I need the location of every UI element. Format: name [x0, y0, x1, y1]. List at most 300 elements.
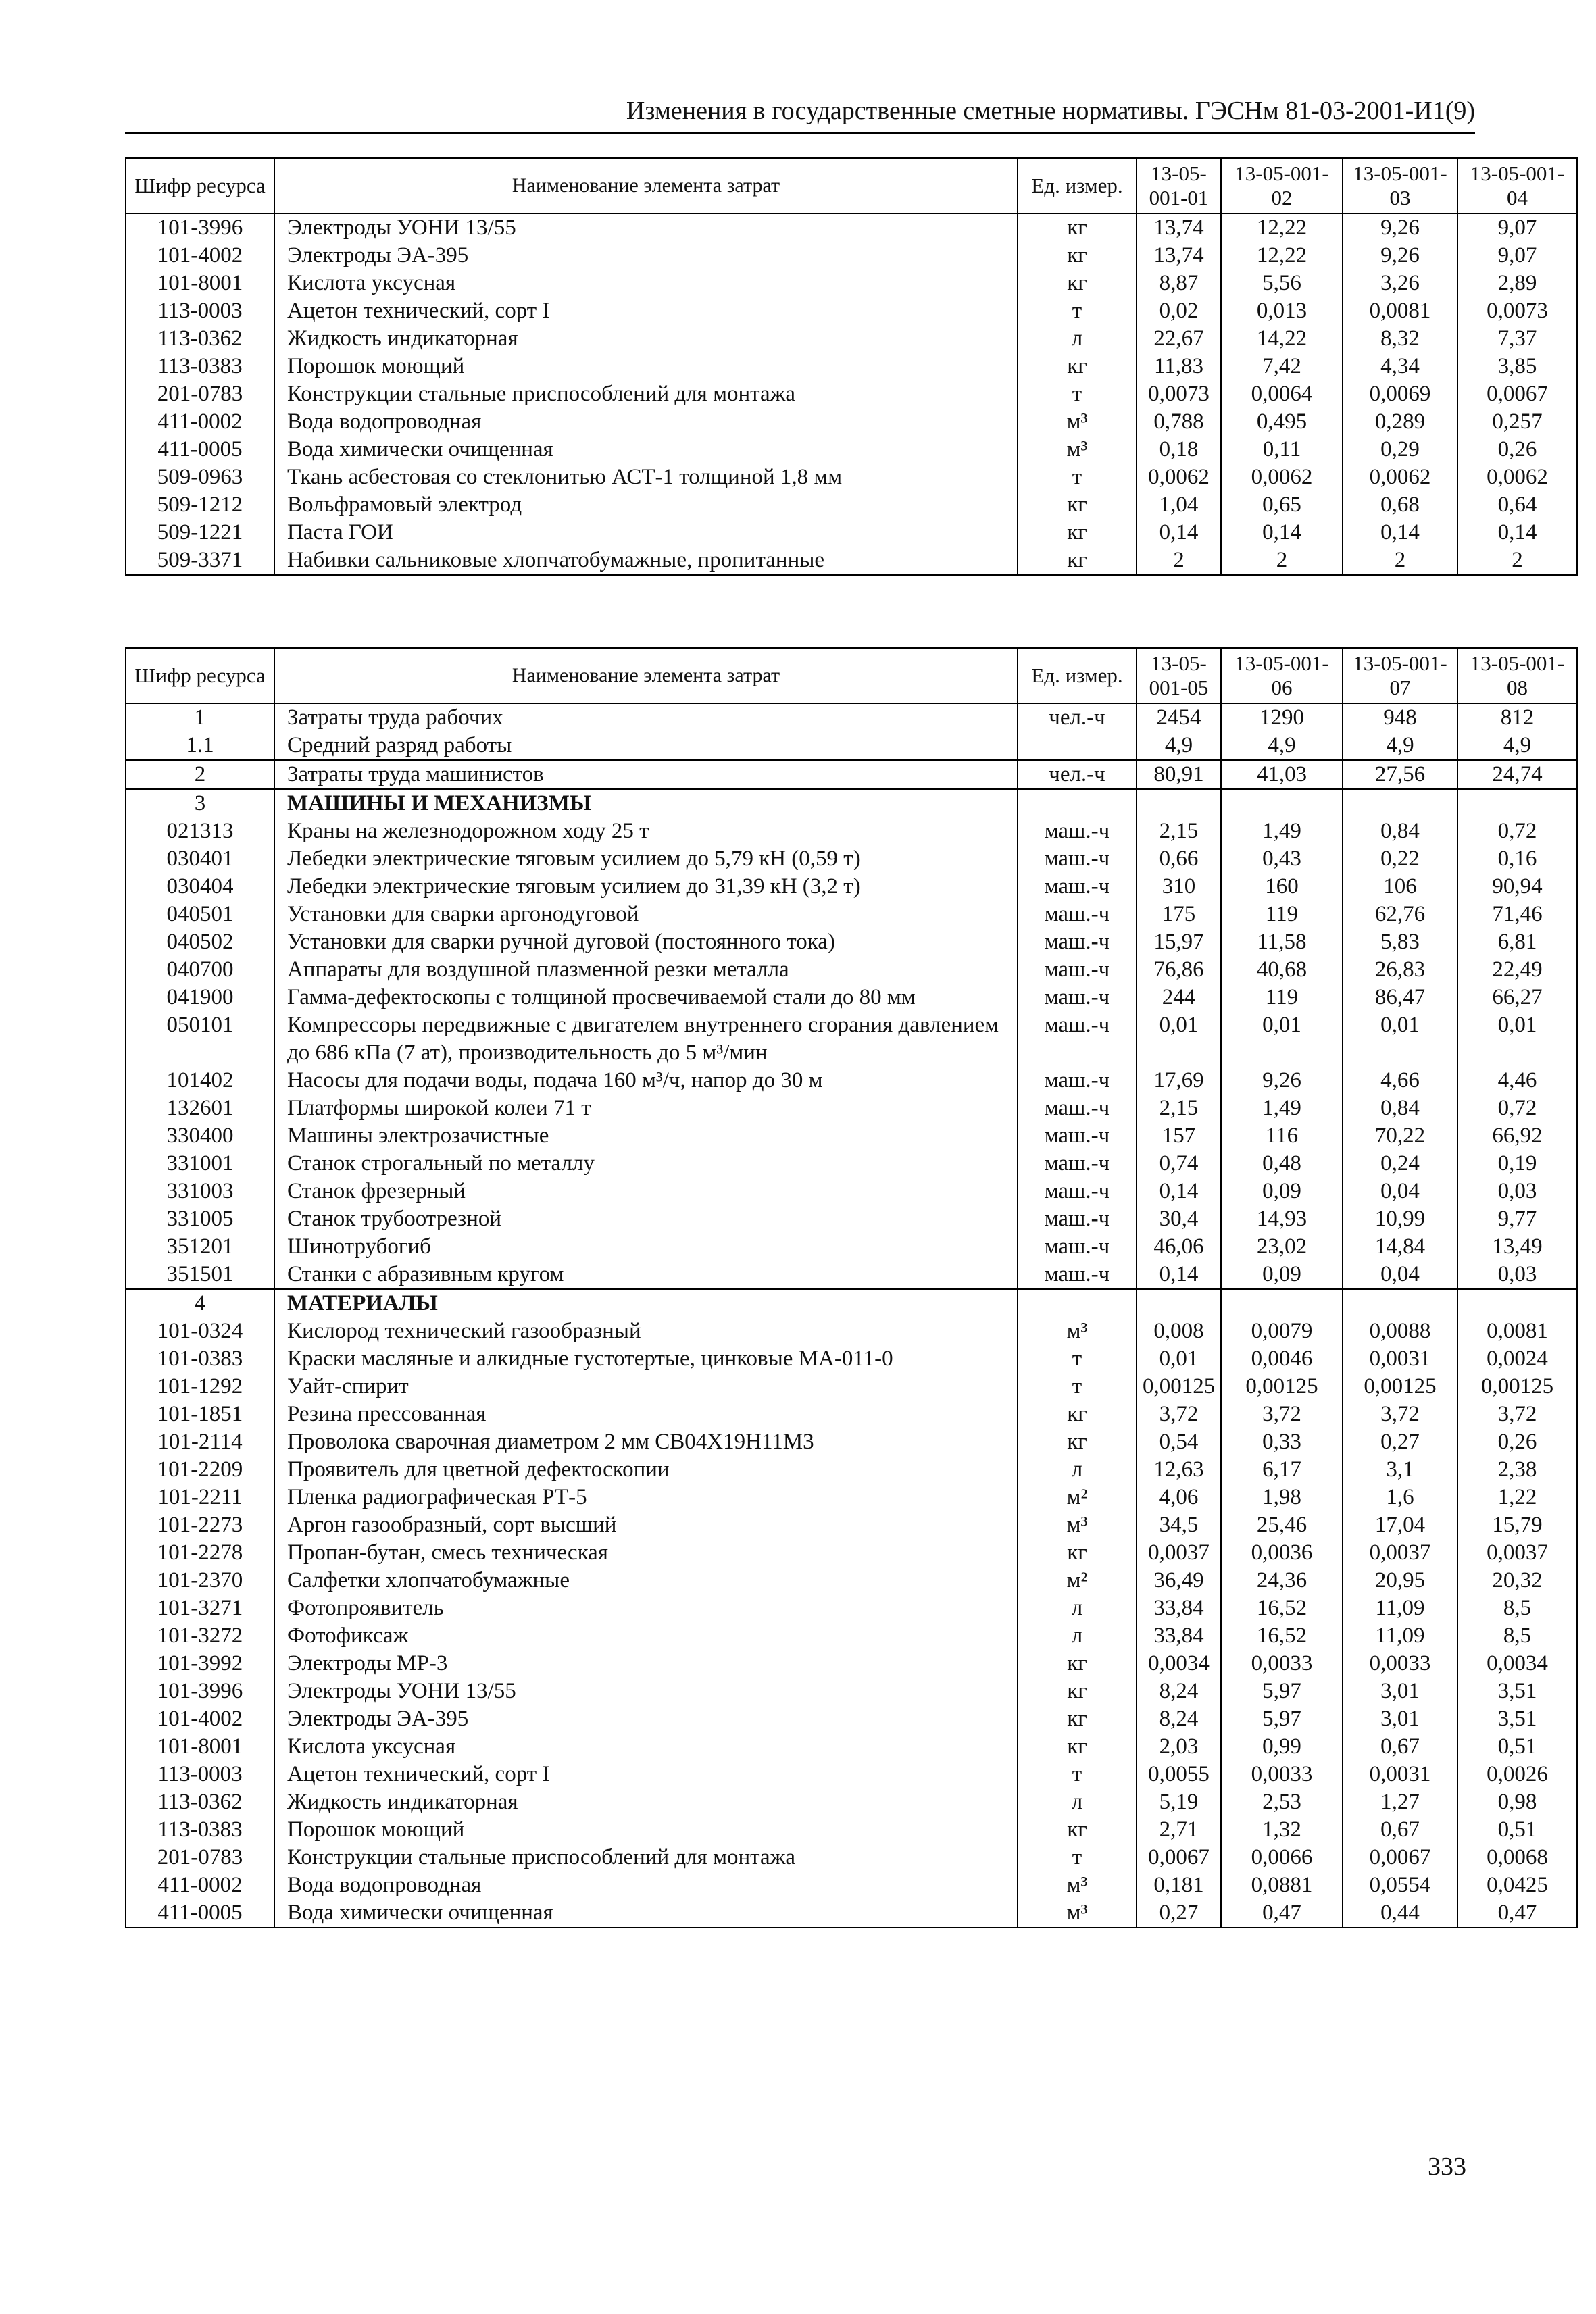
value-cell: 90,94	[1457, 873, 1577, 901]
value-cell: 0,0425	[1457, 1871, 1577, 1899]
name-cell: Краски масляные и алкидные густотертые, цинковые МА-011-0	[274, 1345, 1018, 1373]
table-row	[126, 818, 1577, 845]
value-cell: 36,49	[1137, 1567, 1221, 1594]
value-cell: 1,27	[1343, 1788, 1457, 1816]
unit-cell: кг	[1018, 519, 1137, 547]
value-cell: 0,257	[1457, 408, 1577, 436]
value-cell: 0,99	[1221, 1733, 1343, 1761]
table-row	[126, 1539, 1577, 1567]
unit-cell: т	[1018, 1844, 1137, 1871]
value-cell: 0,16	[1457, 845, 1577, 873]
name-cell: Установки для сварки аргонодуговой	[274, 901, 1018, 928]
unit-cell	[1018, 789, 1137, 818]
table-row	[126, 1456, 1577, 1484]
name-cell: Станок фрезерный	[274, 1178, 1018, 1205]
value-cell: 119	[1221, 984, 1343, 1011]
name-cell: Лебедки электрические тяговым усилием до 5,79 кН (0,59 т)	[274, 845, 1018, 873]
code-cell: 101-4002	[126, 1705, 274, 1733]
value-cell: 4,9	[1343, 732, 1457, 760]
value-cell: 17,04	[1343, 1511, 1457, 1539]
value-cell: 0,0062	[1137, 463, 1221, 491]
table-row	[126, 1261, 1577, 1289]
unit-cell: маш.-ч	[1018, 1178, 1137, 1205]
value-cell: 3,51	[1457, 1705, 1577, 1733]
name-cell: Жидкость индикаторная	[274, 1788, 1018, 1816]
resource-table-2	[125, 647, 1578, 1928]
value-cell: 0,19	[1457, 1150, 1577, 1178]
table-row	[126, 1345, 1577, 1373]
unit-cell	[1018, 732, 1137, 760]
value-cell: 0,00125	[1343, 1373, 1457, 1401]
value-cell: 7,42	[1221, 353, 1343, 380]
value-cell: 2,03	[1137, 1733, 1221, 1761]
value-cell: 1,04	[1137, 491, 1221, 519]
unit-cell: кг	[1018, 213, 1137, 242]
code-cell: 509-1212	[126, 491, 274, 519]
value-cell: 13,49	[1457, 1233, 1577, 1261]
value-cell: 16,52	[1221, 1622, 1343, 1650]
value-cell: 2,89	[1457, 270, 1577, 297]
unit-cell: маш.-ч	[1018, 1150, 1137, 1178]
table-row	[126, 1733, 1577, 1761]
value-cell: 310	[1137, 873, 1221, 901]
code-cell: 101-8001	[126, 1733, 274, 1761]
table-row	[126, 1484, 1577, 1511]
value-cell: 3,72	[1457, 1401, 1577, 1428]
value-cell: 9,07	[1457, 213, 1577, 242]
code-cell: 021313	[126, 818, 274, 845]
code-cell: 101-3996	[126, 1678, 274, 1705]
name-cell: Ацетон технический, сорт I	[274, 297, 1018, 325]
value-cell: 1,98	[1221, 1484, 1343, 1511]
value-cell: 22,67	[1137, 325, 1221, 353]
name-cell: Вода водопроводная	[274, 408, 1018, 436]
name-cell: Уайт-спирит	[274, 1373, 1018, 1401]
value-cell: 13,74	[1137, 213, 1221, 242]
value-cell: 0,0037	[1343, 1539, 1457, 1567]
value-cell: 2	[1137, 547, 1221, 575]
value-cell: 23,02	[1221, 1233, 1343, 1261]
code-cell: 331001	[126, 1150, 274, 1178]
value-cell: 0,0073	[1457, 297, 1577, 325]
value-cell: 3,01	[1343, 1705, 1457, 1733]
code-cell: 050101	[126, 1011, 274, 1067]
value-cell: 0,0055	[1137, 1761, 1221, 1788]
unit-cell: маш.-ч	[1018, 1067, 1137, 1095]
value-cell: 0,51	[1457, 1733, 1577, 1761]
value-cell: 0,0067	[1137, 1844, 1221, 1871]
name-cell: Салфетки хлопчатобумажные	[274, 1567, 1018, 1594]
code-cell: 1.1	[126, 732, 274, 760]
unit-cell: л	[1018, 1622, 1137, 1650]
value-cell: 34,5	[1137, 1511, 1221, 1539]
unit-cell: кг	[1018, 1705, 1137, 1733]
unit-cell: т	[1018, 1373, 1137, 1401]
value-cell: 0,0037	[1457, 1539, 1577, 1567]
value-cell: 0,14	[1221, 519, 1343, 547]
value-cell: 27,56	[1343, 760, 1457, 789]
name-cell: Вода водопроводная	[274, 1871, 1018, 1899]
value-cell: 2454	[1137, 703, 1221, 732]
name-cell: Конструкции стальные приспособлений для монтажа	[274, 1844, 1018, 1871]
value-cell: 116	[1221, 1122, 1343, 1150]
name-cell: Станок строгальный по металлу	[274, 1150, 1018, 1178]
code-cell: 101-0383	[126, 1345, 274, 1373]
value-cell: 26,83	[1343, 956, 1457, 984]
name-cell: Электроды ЭА-395	[274, 1705, 1018, 1733]
table-row	[126, 1871, 1577, 1899]
value-cell: 9,26	[1221, 1067, 1343, 1095]
value-cell: 5,56	[1221, 270, 1343, 297]
value-cell: 0,14	[1137, 1178, 1221, 1205]
value-cell: 0,72	[1457, 818, 1577, 845]
header-col-2: 13-05-001-02	[1221, 158, 1343, 213]
value-cell: 11,09	[1343, 1622, 1457, 1650]
table-row	[126, 242, 1577, 270]
value-cell: 0,65	[1221, 491, 1343, 519]
value-cell: 0,67	[1343, 1733, 1457, 1761]
value-cell: 2,15	[1137, 818, 1221, 845]
code-cell: 101-2211	[126, 1484, 274, 1511]
table-row	[126, 325, 1577, 353]
unit-cell: м²	[1018, 1567, 1137, 1594]
value-cell: 160	[1221, 873, 1343, 901]
table-row	[126, 732, 1577, 760]
unit-cell: маш.-ч	[1018, 956, 1137, 984]
table-row	[126, 1761, 1577, 1788]
value-cell: 0,43	[1221, 845, 1343, 873]
unit-cell: маш.-ч	[1018, 928, 1137, 956]
value-cell: 0,0067	[1457, 380, 1577, 408]
value-cell: 3,72	[1343, 1401, 1457, 1428]
code-cell: 351501	[126, 1261, 274, 1289]
unit-cell: л	[1018, 1788, 1137, 1816]
value-cell: 157	[1137, 1122, 1221, 1150]
name-cell: Электроды ЭА-395	[274, 242, 1018, 270]
code-cell: 101402	[126, 1067, 274, 1095]
header-rule	[125, 132, 1475, 134]
code-cell: 101-1292	[126, 1373, 274, 1401]
value-cell: 30,4	[1137, 1205, 1221, 1233]
value-cell: 812	[1457, 703, 1577, 732]
value-cell: 0,26	[1457, 1428, 1577, 1456]
name-cell: Пленка радиографическая РТ-5	[274, 1484, 1018, 1511]
value-cell: 0,67	[1343, 1816, 1457, 1844]
value-cell: 0,18	[1137, 436, 1221, 463]
value-cell: 14,22	[1221, 325, 1343, 353]
unit-cell: кг	[1018, 242, 1137, 270]
name-cell: Краны на железнодорожном ходу 25 т	[274, 818, 1018, 845]
table-row	[126, 873, 1577, 901]
value-cell: 0,0069	[1343, 380, 1457, 408]
value-cell: 0,26	[1457, 436, 1577, 463]
value-cell: 12,63	[1137, 1456, 1221, 1484]
value-cell: 40,68	[1221, 956, 1343, 984]
value-cell: 11,58	[1221, 928, 1343, 956]
value-cell: 0,0079	[1221, 1317, 1343, 1345]
value-cell: 244	[1137, 984, 1221, 1011]
value-cell: 0,44	[1343, 1899, 1457, 1928]
table-row	[126, 213, 1577, 242]
value-cell: 0,11	[1221, 436, 1343, 463]
name-cell: Затраты труда машинистов	[274, 760, 1018, 789]
value-cell: 5,97	[1221, 1678, 1343, 1705]
value-cell: 33,84	[1137, 1622, 1221, 1650]
value-cell: 0,0062	[1343, 463, 1457, 491]
table-row	[126, 703, 1577, 732]
value-cell: 1,22	[1457, 1484, 1577, 1511]
table-row	[126, 1678, 1577, 1705]
code-cell: 101-4002	[126, 242, 274, 270]
value-cell: 2,38	[1457, 1456, 1577, 1484]
code-cell: 113-0003	[126, 297, 274, 325]
unit-cell: л	[1018, 1594, 1137, 1622]
value-cell: 0,788	[1137, 408, 1221, 436]
unit-cell: м³	[1018, 408, 1137, 436]
value-cell: 0,01	[1137, 1011, 1221, 1067]
value-cell: 12,22	[1221, 242, 1343, 270]
name-cell: Машины электрозачистные	[274, 1122, 1018, 1150]
code-cell: 509-3371	[126, 547, 274, 575]
value-cell	[1221, 789, 1343, 818]
value-cell: 0,00125	[1137, 1373, 1221, 1401]
value-cell: 0,0024	[1457, 1345, 1577, 1373]
unit-cell: чел.-ч	[1018, 760, 1137, 789]
value-cell: 5,97	[1221, 1705, 1343, 1733]
table-row	[126, 1816, 1577, 1844]
value-cell: 13,74	[1137, 242, 1221, 270]
value-cell: 66,27	[1457, 984, 1577, 1011]
value-cell: 3,1	[1343, 1456, 1457, 1484]
name-cell: Лебедки электрические тяговым усилием до 31,39 кН (3,2 т)	[274, 873, 1018, 901]
table-row	[126, 1373, 1577, 1401]
code-cell: 101-2273	[126, 1511, 274, 1539]
value-cell	[1343, 1289, 1457, 1317]
code-cell: 132601	[126, 1095, 274, 1122]
value-cell: 0,0031	[1343, 1345, 1457, 1373]
value-cell: 3,72	[1221, 1401, 1343, 1428]
value-cell: 3,85	[1457, 353, 1577, 380]
name-cell: Пропан-бутан, смесь техническая	[274, 1539, 1018, 1567]
value-cell: 0,22	[1343, 845, 1457, 873]
header-unit: Ед. измер.	[1018, 648, 1137, 703]
value-cell: 2	[1221, 547, 1343, 575]
unit-cell: маш.-ч	[1018, 1205, 1137, 1233]
value-cell: 0,0064	[1221, 380, 1343, 408]
value-cell	[1343, 789, 1457, 818]
value-cell: 8,87	[1137, 270, 1221, 297]
value-cell: 4,9	[1137, 732, 1221, 760]
unit-cell: маш.-ч	[1018, 1122, 1137, 1150]
value-cell: 1,32	[1221, 1816, 1343, 1844]
value-cell: 3,51	[1457, 1678, 1577, 1705]
name-cell: Паста ГОИ	[274, 519, 1018, 547]
value-cell: 12,22	[1221, 213, 1343, 242]
name-cell: Электроды МР-3	[274, 1650, 1018, 1678]
value-cell: 948	[1343, 703, 1457, 732]
value-cell: 0,51	[1457, 1816, 1577, 1844]
value-cell: 0,0026	[1457, 1761, 1577, 1788]
name-cell: Порошок моющий	[274, 1816, 1018, 1844]
table-row	[126, 408, 1577, 436]
name-cell: Электроды УОНИ 13/55	[274, 213, 1018, 242]
value-cell: 2	[1343, 547, 1457, 575]
code-cell: 509-1221	[126, 519, 274, 547]
code-cell: 113-0362	[126, 325, 274, 353]
value-cell: 8,24	[1137, 1678, 1221, 1705]
value-cell: 33,84	[1137, 1594, 1221, 1622]
table-row	[126, 760, 1577, 789]
value-cell: 11,09	[1343, 1594, 1457, 1622]
value-cell: 86,47	[1343, 984, 1457, 1011]
value-cell: 0,0033	[1343, 1650, 1457, 1678]
code-cell: 040502	[126, 928, 274, 956]
value-cell: 46,06	[1137, 1233, 1221, 1261]
value-cell: 0,01	[1457, 1011, 1577, 1067]
value-cell: 22,49	[1457, 956, 1577, 984]
table-row	[126, 1428, 1577, 1456]
value-cell: 3,72	[1137, 1401, 1221, 1428]
name-cell: Конструкции стальные приспособлений для монтажа	[274, 380, 1018, 408]
value-cell: 0,72	[1457, 1095, 1577, 1122]
value-cell: 16,52	[1221, 1594, 1343, 1622]
value-cell: 0,0068	[1457, 1844, 1577, 1871]
value-cell: 106	[1343, 873, 1457, 901]
value-cell: 3,26	[1343, 270, 1457, 297]
value-cell: 0,47	[1221, 1899, 1343, 1928]
table-row	[126, 1844, 1577, 1871]
code-cell: 113-0383	[126, 1816, 274, 1844]
value-cell: 3,01	[1343, 1678, 1457, 1705]
value-cell: 0,74	[1137, 1150, 1221, 1178]
code-cell: 101-0324	[126, 1317, 274, 1345]
code-cell: 330400	[126, 1122, 274, 1150]
unit-cell: л	[1018, 325, 1137, 353]
value-cell	[1137, 789, 1221, 818]
unit-cell: кг	[1018, 1428, 1137, 1456]
name-cell: Проявитель для цветной дефектоскопии	[274, 1456, 1018, 1484]
value-cell: 0,33	[1221, 1428, 1343, 1456]
table-row	[126, 436, 1577, 463]
table-row	[126, 297, 1577, 325]
value-cell: 20,95	[1343, 1567, 1457, 1594]
unit-cell: кг	[1018, 1678, 1137, 1705]
value-cell: 8,5	[1457, 1594, 1577, 1622]
unit-cell: кг	[1018, 1401, 1137, 1428]
code-cell: 113-0003	[126, 1761, 274, 1788]
value-cell: 0,0033	[1221, 1650, 1343, 1678]
unit-cell: кг	[1018, 547, 1137, 575]
name-cell: Средний разряд работы	[274, 732, 1018, 760]
name-cell: Затраты труда рабочих	[274, 703, 1018, 732]
value-cell: 0,0031	[1343, 1761, 1457, 1788]
table-row	[126, 547, 1577, 575]
value-cell: 0,0062	[1221, 463, 1343, 491]
code-cell: 1	[126, 703, 274, 732]
table-header-row	[126, 158, 1577, 213]
value-cell: 2,15	[1137, 1095, 1221, 1122]
value-cell: 24,74	[1457, 760, 1577, 789]
value-cell: 5,83	[1343, 928, 1457, 956]
value-cell: 0,0034	[1457, 1650, 1577, 1678]
value-cell: 14,93	[1221, 1205, 1343, 1233]
header-code: Шифр ресурса	[126, 648, 274, 703]
value-cell: 0,04	[1343, 1261, 1457, 1289]
unit-cell: кг	[1018, 1816, 1137, 1844]
code-cell: 411-0005	[126, 436, 274, 463]
table-row	[126, 1122, 1577, 1150]
value-cell: 2	[1457, 547, 1577, 575]
code-cell: 201-0783	[126, 1844, 274, 1871]
unit-cell: м³	[1018, 436, 1137, 463]
code-cell: 101-1851	[126, 1401, 274, 1428]
value-cell: 9,07	[1457, 242, 1577, 270]
header-col-1: 13-05-001-05	[1137, 648, 1221, 703]
page-number: 333	[1428, 2153, 1466, 2181]
code-cell: 3	[126, 789, 274, 818]
table-body	[126, 703, 1577, 1928]
table-row	[126, 353, 1577, 380]
name-cell: Вольфрамовый электрод	[274, 491, 1018, 519]
value-cell: 9,26	[1343, 213, 1457, 242]
name-cell: Вода химически очищенная	[274, 1899, 1018, 1928]
value-cell: 1,49	[1221, 1095, 1343, 1122]
unit-cell: т	[1018, 297, 1137, 325]
unit-cell: чел.-ч	[1018, 703, 1137, 732]
value-cell: 0,0066	[1221, 1844, 1343, 1871]
value-cell: 0,495	[1221, 408, 1343, 436]
code-cell: 101-2278	[126, 1539, 274, 1567]
value-cell: 15,79	[1457, 1511, 1577, 1539]
value-cell: 70,22	[1343, 1122, 1457, 1150]
table-row	[126, 1788, 1577, 1816]
value-cell: 4,06	[1137, 1484, 1221, 1511]
value-cell: 5,19	[1137, 1788, 1221, 1816]
value-cell: 76,86	[1137, 956, 1221, 984]
value-cell: 0,14	[1137, 1261, 1221, 1289]
value-cell: 1,49	[1221, 818, 1343, 845]
value-cell: 0,0881	[1221, 1871, 1343, 1899]
unit-cell: маш.-ч	[1018, 845, 1137, 873]
code-cell: 113-0362	[126, 1788, 274, 1816]
value-cell: 0,14	[1457, 519, 1577, 547]
section-row	[126, 1289, 1577, 1317]
name-cell: Набивки сальниковые хлопчатобумажные, пропитанные	[274, 547, 1018, 575]
value-cell: 0,00125	[1457, 1373, 1577, 1401]
value-cell: 0,84	[1343, 818, 1457, 845]
value-cell: 6,81	[1457, 928, 1577, 956]
name-cell: Гамма-дефектоскопы с толщиной просвечиваемой стали до 80 мм	[274, 984, 1018, 1011]
code-cell: 040700	[126, 956, 274, 984]
value-cell: 1,6	[1343, 1484, 1457, 1511]
table-row	[126, 1233, 1577, 1261]
value-cell: 0,68	[1343, 491, 1457, 519]
table-row	[126, 1317, 1577, 1345]
unit-cell: т	[1018, 1345, 1137, 1373]
value-cell: 0,181	[1137, 1871, 1221, 1899]
value-cell: 0,0554	[1343, 1871, 1457, 1899]
code-cell: 331005	[126, 1205, 274, 1233]
code-cell: 030401	[126, 845, 274, 873]
value-cell: 0,0073	[1137, 380, 1221, 408]
table-row	[126, 270, 1577, 297]
unit-cell: маш.-ч	[1018, 901, 1137, 928]
name-cell: Станок трубоотрезной	[274, 1205, 1018, 1233]
code-cell: 351201	[126, 1233, 274, 1261]
header-name: Наименование элемента затрат	[274, 158, 1018, 213]
value-cell: 0,01	[1343, 1011, 1457, 1067]
unit-cell: л	[1018, 1456, 1137, 1484]
